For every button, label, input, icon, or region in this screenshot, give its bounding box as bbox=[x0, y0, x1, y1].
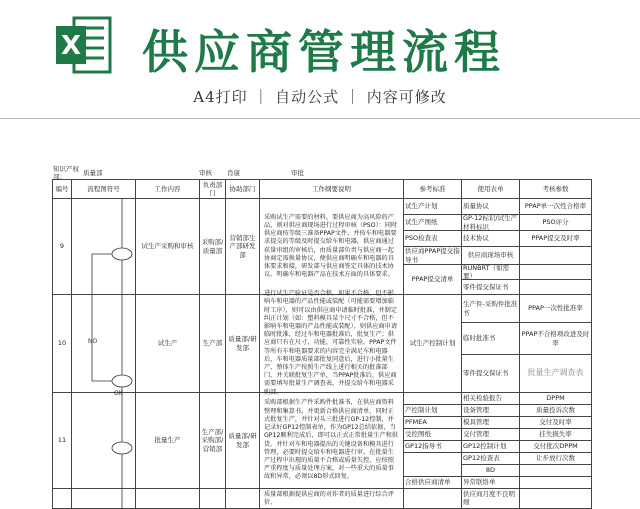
form-item: GP-12标识/试生产材料标识 bbox=[462, 215, 520, 231]
assist-dept bbox=[226, 489, 260, 509]
kpi-item: PPAP提交及时率 bbox=[520, 231, 592, 247]
col-header-no: 编号 bbox=[52, 179, 72, 199]
kpi-item bbox=[520, 465, 592, 477]
form-item: 质量协议 bbox=[462, 199, 520, 215]
kpi-item: 质量投诉次数 bbox=[520, 405, 592, 417]
assist-dept: 营销部生产部研发部 bbox=[226, 199, 260, 295]
form-item: 供应商月度不良明细 bbox=[462, 489, 520, 509]
page-title: 供应商管理流程 bbox=[142, 25, 506, 79]
form-item: GP12检查表 bbox=[462, 453, 520, 465]
kpi-item: 交付及时率 bbox=[520, 417, 592, 429]
kpi-item bbox=[520, 280, 592, 295]
page-subtitle: A4打印 ｜ 自动公式 ｜ 内容可修改 bbox=[193, 88, 447, 106]
standard-item: 试生产图纸 bbox=[404, 215, 462, 231]
row-number: 11 bbox=[52, 393, 72, 489]
approve-label: 肖康 bbox=[227, 168, 240, 177]
col-header-standard: 参考标准 bbox=[404, 179, 462, 199]
work-content: 试生产 bbox=[136, 295, 200, 393]
work-content bbox=[136, 489, 200, 509]
flowchart bbox=[72, 199, 136, 509]
form-item: 零件提交保证书 bbox=[462, 280, 520, 295]
form-item: 临时批准书 bbox=[462, 323, 520, 355]
form-item: 8D bbox=[462, 465, 520, 477]
excel-logo-icon bbox=[52, 14, 114, 76]
work-description: 采购试生产需要的材料，要供应商为高风险的产品，则对供应商现场进行过程审核（PSO）：同时供应商按等级三准备PPAP文件，并按车和电器要求提交的等级及时提交给车和电器，供应商通过获量审组的审核后，由质量部负责与供应商一起协商定需换量协议，便供应商明确车和电器的具体要求和接，研发部与供应商签定具体的技术协议。明确车和电器产品在技术方面的具体要求。 bbox=[260, 199, 404, 295]
header-info-row bbox=[0, 164, 640, 181]
form-item: GP12控制计划 bbox=[462, 441, 520, 453]
form-item: 供应商现场审核 bbox=[462, 247, 520, 265]
flow-node bbox=[112, 442, 132, 454]
branch-label-ok: OK bbox=[114, 390, 123, 397]
row-number bbox=[52, 489, 72, 509]
kpi-item bbox=[520, 265, 592, 280]
form-item: 零件提交保证书 bbox=[462, 355, 520, 393]
owner-dept: 采购部/质量部 bbox=[200, 199, 226, 295]
col-header-work: 工作内容 bbox=[136, 179, 200, 199]
form-item: 模具管理 bbox=[462, 417, 520, 429]
standard-item bbox=[404, 393, 462, 405]
form-item: 相关检验报告 bbox=[462, 393, 520, 405]
standard-item: PPAP提交清单 bbox=[404, 265, 462, 295]
kpi-item: PPAP单一次性合格率 bbox=[520, 199, 592, 215]
flow-loop-back bbox=[92, 254, 112, 381]
standard-item: 试生产计划 bbox=[404, 199, 462, 215]
review-label: 审核 bbox=[199, 168, 212, 177]
work-description: 进行试生产验证是否合格，如果不合格，但不影响车和电器的产品性能或装配（可能需要增加临时工序），则可以由供应商申请临时批准，并制定纠正计划（如：塑料模具某个尺寸不合格，但不影响车和电器的产品性能或装配），则供应商申请临时批准，经过车和电器批准后，批复生产；供应商只有在尺寸，功能，可靠性实验，PPAP文件等所有车和电器要求的内容完全满足车和电器后，车和电器质量部批复同意后，进行小批量生产，整体生产按照生产线上进行相关的批准部门，并关联批复生产单，当PPAP批准后，供应商需要填写批量生产调查表，并提交给车和电器采购部。 bbox=[260, 295, 404, 393]
standard-item: 试生产控制计划 bbox=[404, 295, 462, 393]
branch-label-no: NO bbox=[88, 338, 98, 345]
work-description: 质量部根据提供应商的对作者的质量进行综合评价， bbox=[260, 489, 404, 509]
spreadsheet bbox=[0, 118, 640, 507]
assist-dept: 质量部/研发部 bbox=[226, 393, 260, 489]
standard-item: 产控制计划 bbox=[404, 405, 462, 417]
assist-dept: 质量部/研发部 bbox=[226, 295, 260, 393]
owner-dept: 生产部 bbox=[200, 295, 226, 393]
form-item: 交付管理 bbox=[462, 429, 520, 441]
row-number: 9 bbox=[52, 199, 72, 295]
banner bbox=[0, 0, 640, 118]
flow-node bbox=[112, 248, 132, 260]
standard-item bbox=[404, 489, 462, 509]
column-header-row bbox=[0, 179, 640, 199]
col-header-assist: 协助部门 bbox=[226, 179, 260, 199]
standard-item: PFMEA bbox=[404, 417, 462, 429]
kpi-item bbox=[520, 489, 592, 509]
standard-item: PSO检查表 bbox=[404, 231, 462, 247]
kpi-item: 挂失损失率 bbox=[520, 429, 592, 441]
form-item: RUNBRT（如需要） bbox=[462, 265, 520, 280]
kpi-item: PPAP一次性批准率 bbox=[520, 295, 592, 323]
col-header-kpi: 考核参数 bbox=[520, 179, 592, 199]
col-header-flow: 流程图符号 bbox=[72, 179, 136, 199]
col-header-forms: 使用表单 bbox=[462, 179, 520, 199]
audit-label: 审批 bbox=[291, 168, 304, 177]
kpi-item: 批量生产调查表 bbox=[520, 355, 592, 393]
kpi-item: 让步放行次数 bbox=[520, 453, 592, 465]
dept-label: 知识产权部： bbox=[53, 164, 79, 181]
standard-item: 受控图纸 bbox=[404, 429, 462, 441]
flow-node bbox=[112, 375, 132, 387]
dept-value: 质量部 bbox=[83, 168, 103, 177]
work-description: 采购部根据生产件采购件批准书，在供应商资料整理和集算书，并更新合格供应商清单，同时正式批复生产，并针对头三批进行GP-12控制，并记录好GP12控制表单，作为GP12总结依据，当GP12顺利完成后，即可以正式正常批量生产和供货。并针对车和电器提出的关键设备和模具进行管理，必要时提交给车和电器进行审。在批量生产过程中出现的质量不合格或质量失控，应按照严重程度与质量处理方案，对一些重大的质量事故和异常，必须以8D形式回复。 bbox=[260, 393, 404, 489]
standard-item bbox=[404, 453, 462, 477]
form-item: 设备管理 bbox=[462, 405, 520, 417]
work-content: 试生产采购和审核 bbox=[136, 199, 200, 295]
kpi-item: DPPM bbox=[520, 393, 592, 405]
form-item: 异常联络单 bbox=[462, 477, 520, 489]
form-item: 技术协议 bbox=[462, 231, 520, 247]
row-number: 10 bbox=[52, 295, 72, 393]
standard-item: GP12指导书 bbox=[404, 441, 462, 453]
standard-item: 合格供应商清单 bbox=[404, 477, 462, 489]
work-content: 批量生产 bbox=[136, 393, 200, 489]
form-item: 生产件-采购件批准书 bbox=[462, 295, 520, 323]
owner-dept bbox=[200, 489, 226, 509]
kpi-item: 交付批次DPPM bbox=[520, 441, 592, 453]
col-header-owner: 负责部门 bbox=[200, 179, 226, 199]
svg-text:X: X bbox=[60, 31, 82, 61]
kpi-item: PPAP不合格项改进及时率 bbox=[520, 323, 592, 355]
kpi-item bbox=[520, 247, 592, 265]
standard-item: 供应商PPAP提交指导书 bbox=[404, 247, 462, 265]
owner-dept: 生产部/采购部/营销部 bbox=[200, 393, 226, 489]
kpi-item: PSO评分 bbox=[520, 215, 592, 231]
col-header-desc: 工作纲要说明 bbox=[260, 179, 404, 199]
kpi-item bbox=[520, 477, 592, 489]
